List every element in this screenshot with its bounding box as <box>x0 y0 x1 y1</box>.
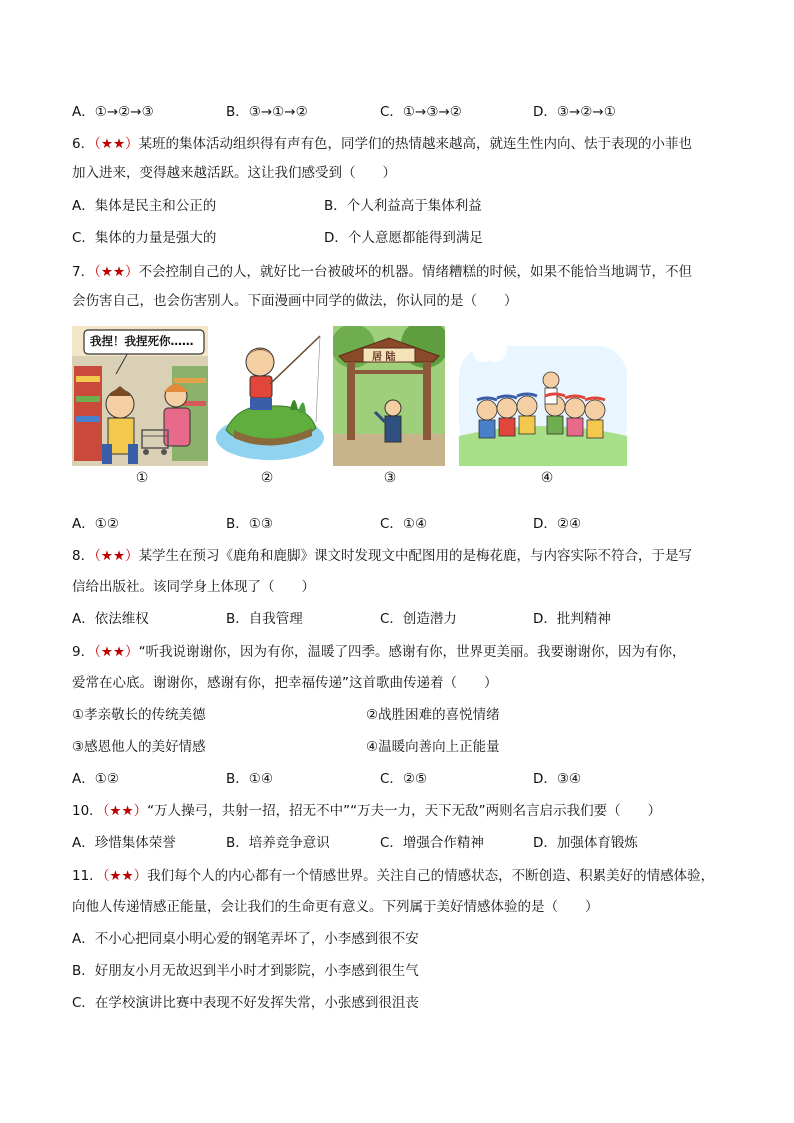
q8-option-c: C．创造潜力 <box>380 611 457 627</box>
q8-option-d: D．批判精神 <box>533 611 611 627</box>
q11-number: 11． <box>72 868 103 884</box>
q10-number: 10． <box>72 803 103 819</box>
comic-4-caption: ④ <box>540 470 554 486</box>
comic-2-boy-fishing <box>208 326 326 466</box>
q11-stem-line1 <box>72 866 714 886</box>
q7-difficulty-stars: （★★） <box>94 264 139 280</box>
q7-option-b: B．①③ <box>226 516 273 532</box>
q5-option-a: A．①→②→③ <box>72 104 154 120</box>
q6-option-d: D．个人意愿都能得到满足 <box>324 230 483 246</box>
q11-stem-line2: 向他人传递情感正能量，会让我们的生命更有意义。下列属于美好情感体验的是（ ） <box>72 899 599 915</box>
q6-stem-line1 <box>72 134 692 154</box>
q9-stem-line1 <box>72 642 686 662</box>
q10-text1: “万人操弓，共射一招，招无不中”“万夫一力，天下无敌”两则名言启示我们要（ ） <box>147 803 662 819</box>
q11-option-a: A．不小心把同桌小明心爱的钢笔弄坏了，小李感到很不安 <box>72 931 419 947</box>
q6-difficulty-stars: （★★） <box>94 136 139 152</box>
q9-item-3: ③感恩他人的美好情感 <box>72 739 206 755</box>
q8-number: 8． <box>72 548 95 564</box>
q6-option-b: B．个人利益高于集体利益 <box>324 198 482 214</box>
q7-option-a: A．①② <box>72 516 119 532</box>
q5-option-c: C．①→③→② <box>380 104 462 120</box>
q9-item-1: ①孝亲敬长的传统美德 <box>72 707 206 723</box>
comic-2-caption: ② <box>260 470 274 486</box>
q6-option-a: A．集体是民主和公正的 <box>72 198 217 214</box>
q7-option-d: D．②④ <box>533 516 582 532</box>
q7-stem-line1 <box>72 262 692 282</box>
q9-option-d: D．③④ <box>533 771 582 787</box>
q8-stem-line1 <box>72 546 692 566</box>
q8-stem-line2: 信给出版社。该同学身上体现了（ ） <box>72 579 315 595</box>
q9-item-2: ②战胜困难的喜悦情绪 <box>366 707 500 723</box>
q6-number: 6． <box>72 136 95 152</box>
q8-option-b: B．自我管理 <box>226 611 303 627</box>
comic-4-children-teamwork <box>459 326 627 466</box>
comic-3-caption: ③ <box>383 470 397 486</box>
q9-number: 9． <box>72 644 95 660</box>
q8-option-a: A．依法维权 <box>72 611 149 627</box>
q11-difficulty-stars: （★★） <box>102 868 148 884</box>
q7-number: 7． <box>72 264 95 280</box>
q6-stem-line2: 加入进来，变得越来越活跃。这让我们感受到（ ） <box>72 165 396 181</box>
q10-option-b: B．培养竞争意识 <box>226 835 330 851</box>
q5-option-d: D．③→②→① <box>533 104 616 120</box>
q5-option-b: B．③→①→② <box>226 104 308 120</box>
q8-difficulty-stars: （★★） <box>94 548 139 564</box>
comic-1-caption: ① <box>135 470 149 486</box>
q9-option-b: B．①④ <box>226 771 273 787</box>
q9-difficulty-stars: （★★） <box>94 644 139 660</box>
comic-3-sign: 居 陆 <box>372 352 396 363</box>
q9-item-4: ④温暖向善向上正能量 <box>366 739 500 755</box>
q8-text1: 某学生在预习《鹿角和鹿脚》课文时发现文中配图用的是梅花鹿，与内容实际不符合，于是写 <box>138 548 693 564</box>
q7-option-c: C．①④ <box>380 516 428 532</box>
q10-option-c: C．增强合作精神 <box>380 835 484 851</box>
q9-option-c: C．②⑤ <box>380 771 428 787</box>
comic-1-speech-bubble: 我捏！我捏死你…… <box>90 334 194 348</box>
q11-option-c: C．在学校演讲比赛中表现不好发挥失常，小张感到很沮丧 <box>72 995 419 1011</box>
q10-difficulty-stars: （★★） <box>102 803 148 819</box>
comic-3-student-at-pavilion <box>333 326 445 466</box>
q11-text1: 我们每个人的内心都有一个情感世界。关注自己的情感状态，不断创造、积累美好的情感体验， <box>147 868 715 884</box>
q6-option-c: C．集体的力量是强大的 <box>72 230 217 246</box>
q7-text1: 不会控制自己的人，就好比一台被破坏的机器。情绪糟糕的时候，如果不能恰当地调节，不但 <box>138 264 693 280</box>
q10-stem-line1 <box>72 801 661 821</box>
q9-option-a: A．①② <box>72 771 119 787</box>
q10-option-d: D．加强体育锻炼 <box>533 835 638 851</box>
q6-text1: 某班的集体活动组织得有声有色，同学们的热情越来越高，就连生性内向、怯于表现的小菲也 <box>138 136 693 152</box>
q10-option-a: A．珍惜集体荣誉 <box>72 835 176 851</box>
q11-option-b: B．好朋友小月无故迟到半小时才到影院，小李感到很生气 <box>72 963 419 979</box>
q7-stem-line2: 会伤害自己，也会伤害别人。下面漫画中同学的做法，你认同的是（ ） <box>72 293 518 309</box>
q9-stem-line2: 爱常在心底。谢谢你，感谢有你，把幸福传递”这首歌曲传递着（ ） <box>72 675 498 691</box>
q9-text1: “听我说谢谢你，因为有你，温暖了四季。感谢有你，世界更美丽。我要谢谢你，因为有你， <box>138 644 686 660</box>
